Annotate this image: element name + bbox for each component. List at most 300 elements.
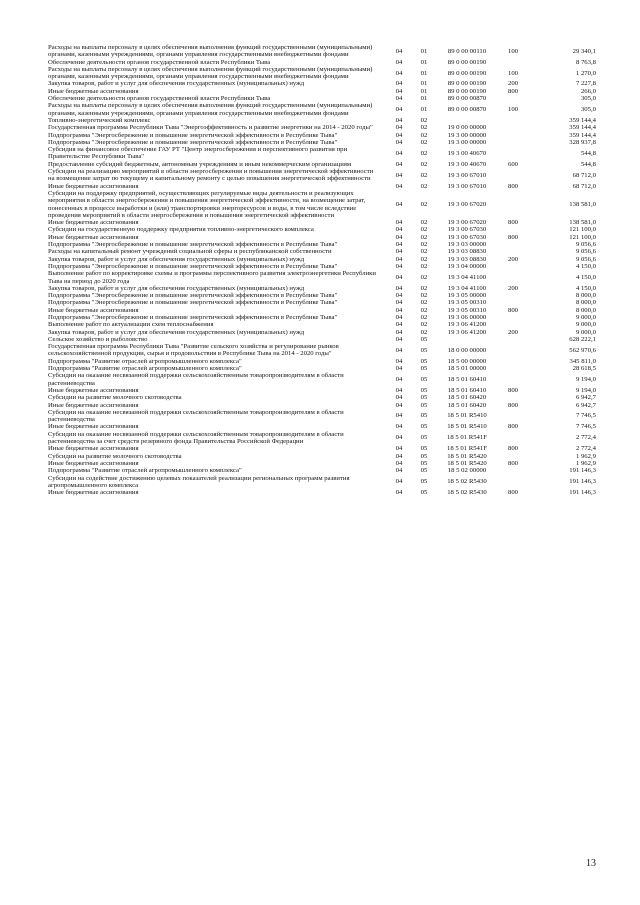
row-amount: 28 618,5 xyxy=(572,365,596,373)
row-target-article-code: 18 5 01 60410 xyxy=(447,386,487,394)
table-row xyxy=(48,95,596,102)
row-target-article-code: 18 5 02 R5430 xyxy=(447,489,487,497)
row-expense-type-code: 800 xyxy=(507,219,519,227)
row-amount: 1 962,9 xyxy=(575,452,596,460)
row-subsection-code: 01 xyxy=(420,80,428,88)
row-section-code: 04 xyxy=(395,321,403,329)
table-row xyxy=(48,256,596,263)
page-number: 13 xyxy=(586,858,596,869)
table-row xyxy=(48,66,596,81)
row-amount: 4 150,0 xyxy=(575,262,596,270)
row-name: Государственная программа Республики Тыва "Развитие сельского хозяйства и регулирование рынков сельскохозяйственной продукции, сырья и продовольствия в Республике Тыва на 2014 - 2020 годы" xyxy=(48,343,339,358)
row-target-article-code: 18 5 01 R5410 xyxy=(447,423,487,431)
row-section-code: 04 xyxy=(395,171,403,179)
row-amount: 68 712,0 xyxy=(572,171,596,179)
table-row xyxy=(48,168,596,183)
row-expense-type-code: 800 xyxy=(507,423,519,431)
table-row xyxy=(48,219,596,226)
row-amount: 191 146,3 xyxy=(569,489,596,497)
row-subsection-code: 02 xyxy=(420,299,428,307)
row-target-article-code: 19 3 00 67030 xyxy=(447,226,487,234)
row-expense-type-code: 800 xyxy=(507,306,519,314)
row-amount: 191 146,3 xyxy=(569,467,596,475)
row-amount: 359 144,4 xyxy=(569,124,596,132)
row-target-article-code: 19 3 04 00000 xyxy=(447,262,487,270)
table-row xyxy=(48,234,596,241)
table-row xyxy=(48,358,596,365)
row-name: Обеспечение деятельности органов государственной власти Республики Тыва xyxy=(48,95,271,103)
table-row xyxy=(48,475,596,490)
row-target-article-code: 19 0 00 00000 xyxy=(447,124,487,132)
row-amount: 359 144,4 xyxy=(569,116,596,124)
row-name: Иные бюджетные ассигнования xyxy=(48,182,139,190)
row-amount: 138 581,0 xyxy=(569,200,596,208)
row-amount: 9 000,0 xyxy=(575,328,596,336)
row-target-article-code: 18 5 01 60420 xyxy=(447,394,487,402)
table-row xyxy=(48,270,596,285)
row-section-code: 04 xyxy=(395,87,403,95)
row-expense-type-code: 200 xyxy=(507,255,519,263)
row-subsection-code: 05 xyxy=(420,467,428,475)
row-section-code: 04 xyxy=(395,292,403,300)
row-target-article-code: 89 0 00 00870 xyxy=(447,95,487,103)
row-name: Закупка товаров, работ и услуг для обеспечения государственных (муниципальных) нужд xyxy=(48,284,305,292)
row-section-code: 04 xyxy=(395,273,403,281)
row-subsection-code: 02 xyxy=(420,149,428,157)
row-section-code: 04 xyxy=(395,376,403,383)
row-target-article-code: 18 5 02 00000 xyxy=(447,467,487,475)
row-expense-type-code: 800 xyxy=(507,233,519,241)
table-row xyxy=(48,431,596,446)
row-expense-type-code: 200 xyxy=(507,284,519,292)
row-section-code: 04 xyxy=(395,386,403,394)
row-name: Иные бюджетные ассигнования xyxy=(48,445,139,453)
row-name: Субсидии на оказание несвязанной поддержки сельскохозяйственным товаропроизводителям в области растениеводства за счет средств резервного фонда Правительства Российской Федерации xyxy=(48,430,344,446)
row-name: Иные бюджетные ассигнования xyxy=(48,401,139,409)
row-amount: 2 772,4 xyxy=(575,434,596,442)
table-row xyxy=(48,372,596,387)
row-section-code: 04 xyxy=(395,95,403,103)
row-subsection-code: 02 xyxy=(420,273,428,281)
row-subsection-code: 05 xyxy=(420,376,428,383)
row-subsection-code: 02 xyxy=(420,171,428,179)
table-row xyxy=(48,314,596,321)
row-name: Подпрограмма "Энергосбережение и повышение энергетической эффективности в Республике Тыва" xyxy=(48,299,338,307)
row-amount: 9 056,6 xyxy=(575,241,596,249)
row-subsection-code: 01 xyxy=(420,95,428,103)
row-subsection-code: 02 xyxy=(420,226,428,234)
table-row xyxy=(48,117,596,124)
row-subsection-code: 01 xyxy=(420,47,428,55)
table-row xyxy=(48,402,596,409)
row-section-code: 04 xyxy=(395,328,403,336)
row-amount: 328 937,8 xyxy=(569,138,596,146)
row-target-article-code: 18 0 00 00000 xyxy=(447,346,487,354)
table-row xyxy=(48,292,596,299)
row-name: Иные бюджетные ассигнования xyxy=(48,306,139,314)
row-subsection-code: 02 xyxy=(420,200,428,208)
row-subsection-code: 02 xyxy=(420,306,428,314)
row-amount: 9 194,0 xyxy=(575,376,596,383)
row-name: Субсидия на финансовое обеспечение ГАУ РТ "Центр энергосбережения и перспективного развития при Правительстве Республики Тыва" xyxy=(48,146,348,161)
row-expense-type-code: 800 xyxy=(507,386,519,394)
row-subsection-code: 05 xyxy=(420,335,428,343)
row-amount: 6 942,7 xyxy=(575,401,596,409)
row-subsection-code: 02 xyxy=(420,219,428,227)
row-name: Сельское хозяйство и рыболовство xyxy=(48,335,148,343)
table-row xyxy=(48,409,596,424)
table-row xyxy=(48,139,596,146)
row-name: Подпрограмма "Развитие отраслей агропромышленного комплекса" xyxy=(48,365,242,373)
row-name: Расходы на выплаты персоналу в целях обеспечения выполнения функций государственными (муниципальными) органами, казенными учреждениями, органами управления государственными внебюджетными фондами xyxy=(48,102,373,117)
row-amount: 1 962,9 xyxy=(575,459,596,467)
row-subsection-code: 01 xyxy=(420,87,428,95)
table-row xyxy=(48,161,596,168)
row-section-code: 04 xyxy=(395,160,403,168)
row-amount: 544,8 xyxy=(580,160,596,168)
row-section-code: 04 xyxy=(395,284,403,292)
row-name: Выполнение работ по актуализации схем теплоснабжения xyxy=(48,321,214,329)
row-expense-type-code: 200 xyxy=(507,80,519,88)
row-section-code: 04 xyxy=(395,335,403,343)
row-section-code: 04 xyxy=(395,394,403,402)
row-section-code: 04 xyxy=(395,452,403,460)
row-subsection-code: 02 xyxy=(420,131,428,139)
row-subsection-code: 05 xyxy=(420,394,428,402)
row-amount: 7 227,8 xyxy=(575,80,596,88)
row-section-code: 04 xyxy=(395,489,403,497)
table-row xyxy=(48,241,596,248)
row-name: Иные бюджетные ассигнования xyxy=(48,423,139,431)
table-row xyxy=(48,423,596,430)
row-name: Субсидии на развитие молочного скотоводства xyxy=(48,394,182,402)
row-amount: 68 712,0 xyxy=(572,182,596,190)
row-target-article-code: 19 3 00 00000 xyxy=(447,131,487,139)
row-amount: 1 270,0 xyxy=(575,69,596,77)
row-name: Государственная программа Республики Тыва "Энергоэффективность и развитие энергетики на 2014 - 2020 годы" xyxy=(48,124,373,132)
row-target-article-code: 19 3 06 41200 xyxy=(447,321,487,329)
row-target-article-code: 18 5 01 60420 xyxy=(447,401,487,409)
row-expense-type-code: 100 xyxy=(507,106,519,114)
row-amount: 562 970,6 xyxy=(569,346,596,354)
row-amount: 138 581,0 xyxy=(569,219,596,227)
row-amount: 8 000,0 xyxy=(575,299,596,307)
table-row xyxy=(48,343,596,358)
row-amount: 345 811,0 xyxy=(569,357,596,365)
row-name: Иные бюджетные ассигнования xyxy=(48,219,139,227)
row-amount: 29 340,1 xyxy=(572,47,596,55)
row-name: Закупка товаров, работ и услуг для обеспечения государственных (муниципальных) нужд xyxy=(48,80,305,88)
row-subsection-code: 02 xyxy=(420,284,428,292)
row-subsection-code: 02 xyxy=(420,255,428,263)
row-name: Иные бюджетные ассигнования xyxy=(48,233,139,241)
row-expense-type-code: 800 xyxy=(507,87,519,95)
row-target-article-code: 19 3 05 00310 xyxy=(447,306,487,314)
row-name: Расходы на капитальный ремонт учреждений социальной сферы и республиканской собственности xyxy=(48,248,332,256)
row-amount: 4 150,0 xyxy=(575,273,596,281)
table-row xyxy=(48,453,596,460)
row-amount: 121 100,0 xyxy=(569,233,596,241)
row-amount: 8 000,0 xyxy=(575,306,596,314)
row-name: Субсидии на содействие достижению целевых показателей реализации региональных программ развития агропромышленного комплекса xyxy=(48,474,350,489)
row-section-code: 04 xyxy=(395,116,403,124)
row-subsection-code: 05 xyxy=(420,423,428,431)
row-section-code: 04 xyxy=(395,182,403,190)
row-subsection-code: 02 xyxy=(420,321,428,329)
budget-table xyxy=(48,44,596,496)
table-row xyxy=(48,44,596,59)
row-target-article-code: 89 0 00 00190 xyxy=(447,80,487,88)
table-row xyxy=(48,445,596,452)
row-target-article-code: 19 3 04 41100 xyxy=(447,284,487,292)
row-section-code: 04 xyxy=(395,58,403,66)
row-amount: 305,0 xyxy=(580,106,596,114)
row-section-code: 04 xyxy=(395,241,403,249)
row-target-article-code: 19 3 03 00000 xyxy=(447,241,487,249)
row-target-article-code: 19 3 03 08830 xyxy=(447,255,487,263)
row-target-article-code: 18 5 01 R5420 xyxy=(447,459,487,467)
row-amount: 7 746,5 xyxy=(575,423,596,431)
row-name: Подпрограмма "Энергосбережение и повышение энергетической эффективности в Республике Тыва" xyxy=(48,138,338,146)
row-name: Закупка товаров, работ и услуг для обеспечения государственных (муниципальных) нужд xyxy=(48,255,305,263)
row-subsection-code: 01 xyxy=(420,69,428,77)
row-section-code: 04 xyxy=(395,131,403,139)
table-row xyxy=(48,365,596,372)
row-subsection-code: 02 xyxy=(420,292,428,300)
row-amount: 8 000,0 xyxy=(575,292,596,300)
row-expense-type-code: 100 xyxy=(507,69,519,77)
row-target-article-code: 19 3 00 40670 xyxy=(447,160,487,168)
table-row xyxy=(48,263,596,270)
row-target-article-code: 19 3 00 67020 xyxy=(447,200,487,208)
row-name: Подпрограмма "Энергосбережение и повышение энергетической эффективности в Республике Тыва" xyxy=(48,262,338,270)
row-section-code: 04 xyxy=(395,80,403,88)
row-subsection-code: 05 xyxy=(420,412,428,420)
row-name: Подпрограмма "Энергосбережение и повышение энергетической эффективности в Республике Тыва" xyxy=(48,292,338,300)
row-section-code: 04 xyxy=(395,445,403,453)
table-row xyxy=(48,394,596,401)
row-amount: 191 146,3 xyxy=(569,478,596,486)
row-subsection-code: 05 xyxy=(420,459,428,467)
row-target-article-code: 19 3 00 40670 xyxy=(447,149,487,157)
row-expense-type-code: 800 xyxy=(507,182,519,190)
row-section-code: 04 xyxy=(395,69,403,77)
row-amount: 121 100,0 xyxy=(569,226,596,234)
row-subsection-code: 05 xyxy=(420,478,428,486)
row-section-code: 04 xyxy=(395,233,403,241)
row-target-article-code: 19 3 06 41200 xyxy=(447,328,487,336)
row-amount: 9 000,0 xyxy=(575,313,596,321)
row-subsection-code: 01 xyxy=(420,106,428,114)
row-section-code: 04 xyxy=(395,138,403,146)
row-target-article-code: 89 0 00 00110 xyxy=(447,47,487,55)
table-row xyxy=(48,299,596,306)
row-name: Иные бюджетные ассигнования xyxy=(48,489,139,497)
row-subsection-code: 02 xyxy=(420,262,428,270)
row-section-code: 04 xyxy=(395,357,403,365)
row-name: Выполнение работ по корректировке схемы и программы перспективного развития электроэнергетики Республики Тыва на период до 2020 года xyxy=(48,270,376,285)
row-subsection-code: 02 xyxy=(420,241,428,249)
row-target-article-code: 18 5 01 R541F xyxy=(447,445,487,453)
table-row xyxy=(48,124,596,131)
row-name: Субсидии на государственную поддержку предприятия топливно-энергетического комплекса xyxy=(48,226,314,234)
row-section-code: 04 xyxy=(395,299,403,307)
row-section-code: 04 xyxy=(395,478,403,486)
row-subsection-code: 05 xyxy=(420,452,428,460)
row-section-code: 04 xyxy=(395,226,403,234)
row-name: Субсидии на оказание несвязанной поддержки сельскохозяйственным товаропроизводителям в области растениеводства xyxy=(48,372,344,387)
row-section-code: 04 xyxy=(395,423,403,431)
row-section-code: 04 xyxy=(395,149,403,157)
row-amount: 9 194,0 xyxy=(575,386,596,394)
row-name: Расходы на выплаты персоналу в целях обеспечения выполнения функций государственными (муниципальными) органами, казенными учреждениями, органами управления государственными внебюджетными фондами xyxy=(48,65,373,81)
row-name: Иные бюджетные ассигнования xyxy=(48,87,139,95)
row-subsection-code: 02 xyxy=(420,124,428,132)
row-name: Закупка товаров, работ и услуг для обеспечения государственных (муниципальных) нужд xyxy=(48,328,305,336)
row-subsection-code: 02 xyxy=(420,248,428,256)
row-target-article-code: 19 3 06 00000 xyxy=(447,313,487,321)
row-subsection-code: 02 xyxy=(420,182,428,190)
row-expense-type-code: 800 xyxy=(507,489,519,497)
row-name: Субсидии на развитие молочного скотоводства xyxy=(48,452,182,460)
row-expense-type-code: 100 xyxy=(507,47,519,55)
row-section-code: 04 xyxy=(395,401,403,409)
row-subsection-code: 02 xyxy=(420,313,428,321)
table-row xyxy=(48,387,596,394)
row-name: Подпрограмма "Энергосбережение и повышение энергетической эффективности в Республике Тыва" xyxy=(48,131,338,139)
row-name: Субсидии на реализацию мероприятий в области энергосбережения и повышения энергетической эффективности на возмещение затрат по текущему и капитальному ремонту с целью повышения энергетической эффективности xyxy=(48,168,374,183)
row-name: Топливно-энергетический комплекс xyxy=(48,116,151,124)
row-amount: 544,8 xyxy=(580,149,596,157)
row-subsection-code: 02 xyxy=(420,160,428,168)
row-name: Иные бюджетные ассигнования xyxy=(48,386,139,394)
row-subsection-code: 05 xyxy=(420,346,428,354)
row-amount: 628 222,1 xyxy=(569,335,596,343)
row-name: Подпрограмма "Развитие отраслей агропромышленного комплекса" xyxy=(48,357,242,365)
table-row xyxy=(48,336,596,343)
table-row xyxy=(48,183,596,190)
row-target-article-code: 19 3 05 00310 xyxy=(447,299,487,307)
row-name: Субсидии на поддержку предприятий, осуществляющих регулируемые виды деятельности и реализующих мероприятия в области энергосбережения и повышения энергетической эффективности, на возмещение затрат, понесенных в процессе выработки и (или) транспортировки энергоресурсов и воды, в том числе вследствие проведения мероприятий в области энергосбережения и повышения энергетической эффективности xyxy=(48,189,366,219)
row-target-article-code: 19 3 00 67020 xyxy=(447,219,487,227)
table-row xyxy=(48,307,596,314)
row-name: Обеспечение деятельности органов государственной власти Республики Тыва xyxy=(48,58,271,66)
row-target-article-code: 19 3 00 67010 xyxy=(447,182,487,190)
row-amount: 7 746,5 xyxy=(575,412,596,420)
row-target-article-code: 18 5 01 R541F xyxy=(447,434,487,442)
table-row xyxy=(48,80,596,87)
row-target-article-code: 19 3 05 00000 xyxy=(447,292,487,300)
row-section-code: 04 xyxy=(395,365,403,373)
table-row xyxy=(48,248,596,255)
row-expense-type-code: 800 xyxy=(507,459,519,467)
table-row xyxy=(48,59,596,66)
row-name: Иные бюджетные ассигнования xyxy=(48,459,139,467)
row-target-article-code: 18 5 01 R5410 xyxy=(447,412,487,420)
row-target-article-code: 19 3 03 08830 xyxy=(447,248,487,256)
table-row xyxy=(48,132,596,139)
row-subsection-code: 02 xyxy=(420,328,428,336)
row-target-article-code: 89 0 00 00870 xyxy=(447,106,487,114)
row-section-code: 04 xyxy=(395,47,403,55)
row-target-article-code: 89 0 00 00190 xyxy=(447,58,487,66)
row-subsection-code: 01 xyxy=(420,58,428,66)
row-target-article-code: 19 3 00 00000 xyxy=(447,138,487,146)
row-section-code: 04 xyxy=(395,313,403,321)
row-section-code: 04 xyxy=(395,124,403,132)
table-row xyxy=(48,190,596,219)
row-name: Расходы на выплаты персоналу в целях обеспечения выполнения функций государственными (муниципальными) органами, казенными учреждениями, органами управления государственными внебюджетными фондами xyxy=(48,44,373,59)
table-row xyxy=(48,146,596,161)
table-row xyxy=(48,226,596,233)
row-amount: 359 144,4 xyxy=(569,131,596,139)
row-target-article-code: 18 5 01 60410 xyxy=(447,376,487,383)
row-section-code: 04 xyxy=(395,459,403,467)
row-target-article-code: 18 5 00 00000 xyxy=(447,357,487,365)
row-subsection-code: 05 xyxy=(420,445,428,453)
row-subsection-code: 02 xyxy=(420,116,428,124)
row-name: Предоставление субсидий бюджетным, автономным учреждениям и иным некоммерческим организациям xyxy=(48,160,352,168)
row-section-code: 04 xyxy=(395,255,403,263)
row-subsection-code: 05 xyxy=(420,489,428,497)
row-target-article-code: 19 3 04 41100 xyxy=(447,273,487,281)
row-expense-type-code: 600 xyxy=(507,160,519,168)
row-section-code: 04 xyxy=(395,106,403,114)
table-row xyxy=(48,321,596,328)
row-target-article-code: 18 5 01 R5420 xyxy=(447,452,487,460)
row-section-code: 04 xyxy=(395,412,403,420)
row-expense-type-code: 200 xyxy=(507,328,519,336)
row-amount: 4 150,0 xyxy=(575,284,596,292)
row-amount: 9 056,6 xyxy=(575,255,596,263)
row-section-code: 04 xyxy=(395,200,403,208)
row-target-article-code: 89 0 00 00190 xyxy=(447,87,487,95)
row-amount: 8 763,8 xyxy=(575,58,596,66)
row-section-code: 04 xyxy=(395,306,403,314)
row-section-code: 04 xyxy=(395,262,403,270)
row-amount: 2 772,4 xyxy=(575,445,596,453)
row-subsection-code: 05 xyxy=(420,434,428,442)
row-name: Субсидии на оказание несвязанной поддержки сельскохозяйственным товаропроизводителям в области растениеводства xyxy=(48,408,344,424)
row-name: Подпрограмма "Энергосбережение и повышение энергетической эффективности в Республике Тыва" xyxy=(48,241,338,249)
row-target-article-code: 89 0 00 00190 xyxy=(447,69,487,77)
row-target-article-code: 18 5 01 00000 xyxy=(447,365,487,373)
row-expense-type-code: 800 xyxy=(507,401,519,409)
row-amount: 266,0 xyxy=(580,87,596,95)
row-subsection-code: 02 xyxy=(420,233,428,241)
row-subsection-code: 05 xyxy=(420,357,428,365)
row-subsection-code: 05 xyxy=(420,386,428,394)
table-row xyxy=(48,489,596,496)
row-target-article-code: 19 3 00 67030 xyxy=(447,233,487,241)
row-subsection-code: 02 xyxy=(420,138,428,146)
row-name: Подпрограмма "Развитие отраслей агропромышленного комплекса" xyxy=(48,467,242,475)
table-row xyxy=(48,467,596,474)
row-section-code: 04 xyxy=(395,434,403,442)
row-subsection-code: 05 xyxy=(420,365,428,373)
row-amount: 305,0 xyxy=(580,95,596,103)
row-name: Подпрограмма "Энергосбережение и повышение энергетической эффективности в Республике Тыва" xyxy=(48,313,338,321)
row-section-code: 04 xyxy=(395,219,403,227)
table-row xyxy=(48,102,596,117)
row-expense-type-code: 800 xyxy=(507,445,519,453)
row-amount: 9 000,0 xyxy=(575,321,596,329)
table-row xyxy=(48,88,596,95)
row-amount: 6 942,7 xyxy=(575,394,596,402)
row-target-article-code: 18 5 02 R5430 xyxy=(447,478,487,486)
row-section-code: 04 xyxy=(395,346,403,354)
table-row xyxy=(48,460,596,467)
